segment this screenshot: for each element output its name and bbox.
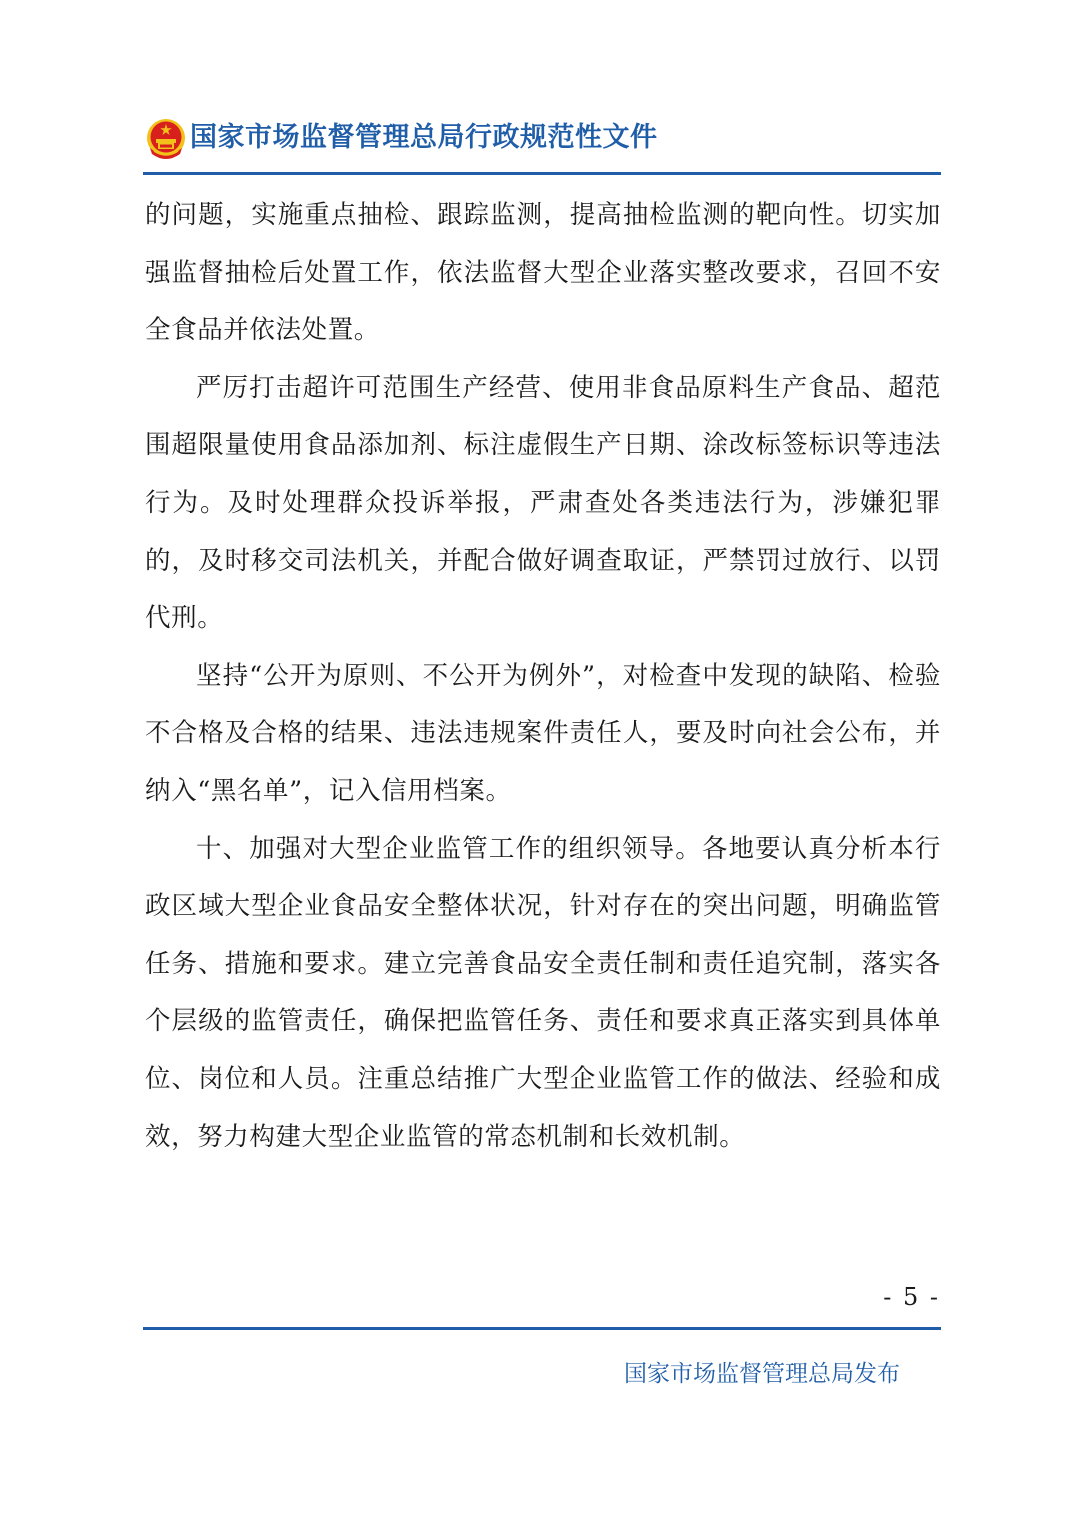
header-title: 国家市场监督管理总局行政规范性文件 <box>190 122 658 153</box>
body-paragraph: 严厉打击超许可范围生产经营、使用非食品原料生产食品、超范围超限量使用食品添加剂、标注虚假生产日期、涂改标签标识等违法行为。及时处理群众投诉举报，严肃查处各类违法行为，涉嫌犯罪的，及时移交司法机关，并配合做好调查取证，严禁罚过放行、以罚代刑。 <box>145 372 941 634</box>
header-divider <box>143 172 941 175</box>
body-paragraph: 坚持“公开为原则、不公开为例外”，对检查中发现的缺陷、检验不合格及合格的结果、违法违规案件责任人，要及时向社会公布，并纳入“黑名单”，记入信用档案。 <box>145 660 941 806</box>
body-paragraph: 十、加强对大型企业监管工作的组织领导。各地要认真分析本行政区域大型企业食品安全整体状况，针对存在的突出问题，明确监管任务、措施和要求。建立完善食品安全责任制和责任追究制，落实各个层级的监管责任，确保把监管任务、责任和要求真正落实到具体单位、岗位和人员。注重总结推广大型企业监管工作的做法、经验和成效，努力构建大型企业监管的常态机制和长效机制。 <box>145 833 941 1152</box>
footer-divider <box>143 1327 941 1330</box>
document-header <box>143 112 943 168</box>
page-number: - 5 - <box>883 1283 940 1311</box>
footer-publisher: 国家市场监督管理总局发布 <box>624 1361 900 1387</box>
national-emblem-icon <box>145 118 187 162</box>
document-body <box>145 187 941 1166</box>
body-paragraph: 的问题，实施重点抽检、跟踪监测，提高抽检监测的靶向性。切实加强监督抽检后处置工作，依法监督大型企业落实整改要求，召回不安全食品并依法处置。 <box>145 200 941 346</box>
